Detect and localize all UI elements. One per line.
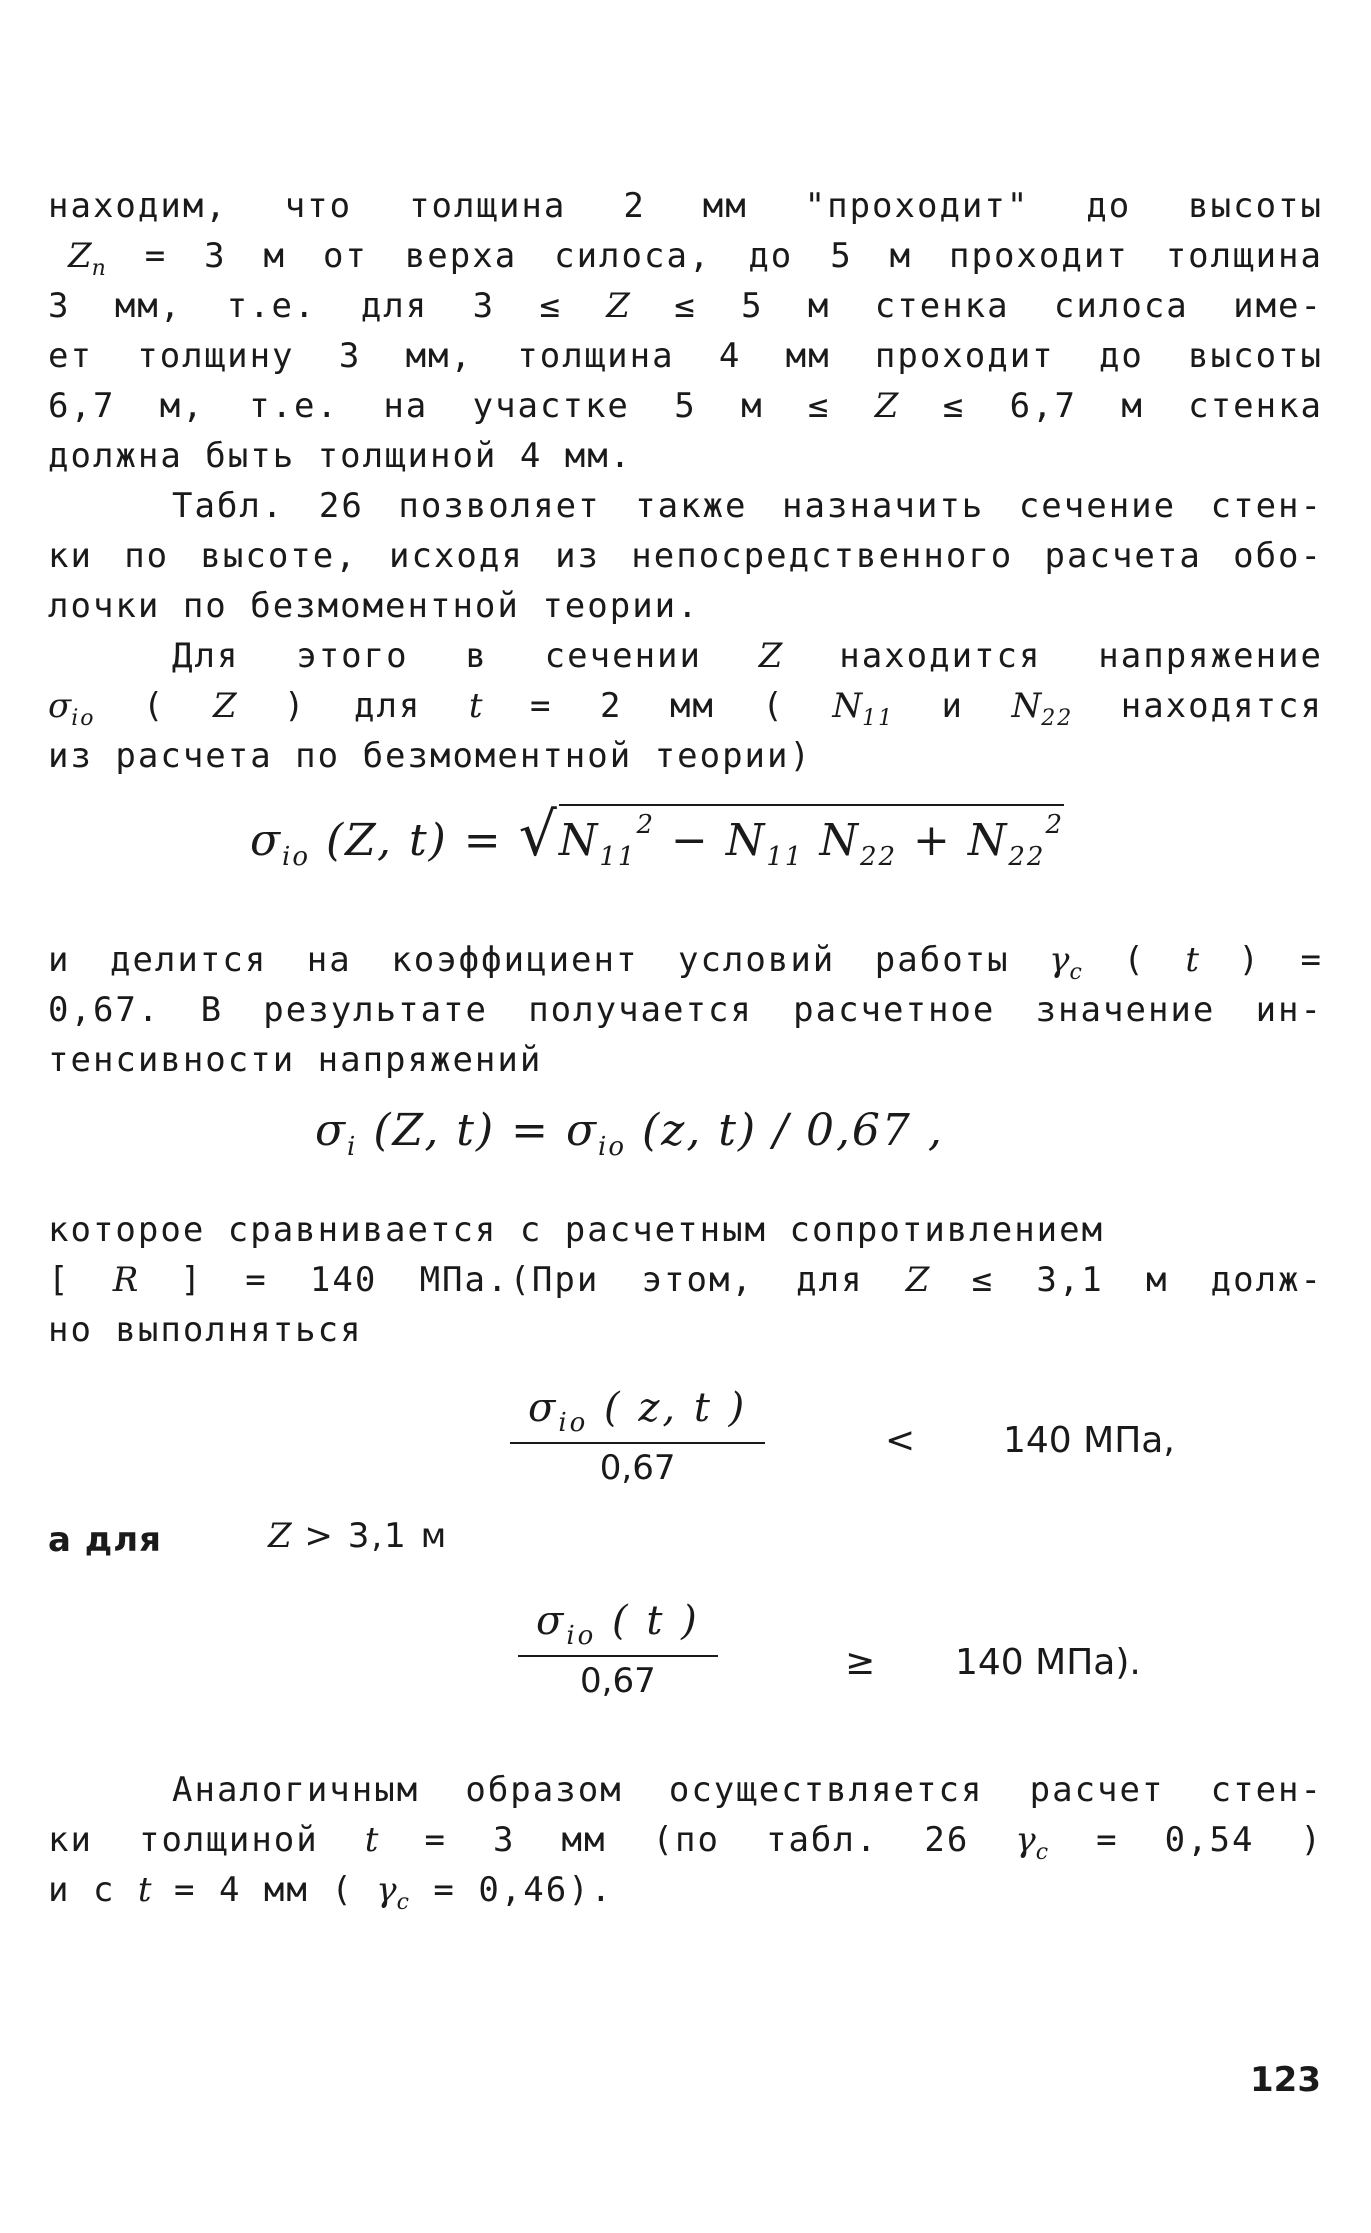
var-z: Z: [905, 1260, 930, 1300]
paragraph-1-line-1: [48, 186, 1323, 226]
text: и делится на коэффициент условий работы: [48, 940, 1050, 980]
text: ≤ 6,7 м стенка: [898, 386, 1324, 426]
inequality-2-rhs: 140 МПа).: [955, 1642, 1141, 1683]
paragraph-2-line-3: [48, 586, 1323, 626]
term: N: [803, 815, 860, 866]
subscript: 11: [599, 842, 637, 872]
args: ( t ): [596, 1598, 700, 1644]
text: = 0,54 ): [1050, 1820, 1323, 1860]
formula-part: (Z, t) = σ: [357, 1105, 599, 1156]
text: ки толщиной: [48, 1820, 365, 1860]
text: > 3,1 м: [291, 1516, 449, 1556]
text: лочки по безмоментной теории.: [48, 586, 700, 626]
denominator: 0,67: [580, 1661, 656, 1701]
superscript: 2: [636, 810, 656, 840]
term: + N: [897, 815, 1009, 866]
subscript: 22: [1008, 842, 1046, 872]
subscript: n: [91, 256, 108, 281]
text: ≤ 3,1 м долж-: [929, 1260, 1323, 1300]
subscript: io: [282, 842, 311, 872]
gamma-symbol: γ: [1015, 1820, 1036, 1860]
var-z: Z: [268, 1516, 292, 1556]
text: и: [894, 686, 1012, 726]
text: = 2 мм (: [482, 686, 833, 726]
var-z: Z: [212, 686, 237, 726]
text: находится напряжение: [782, 636, 1323, 676]
text: тенсивности напряжений: [48, 1040, 543, 1080]
paragraph-5-line-1: [48, 1210, 1323, 1250]
var-r: R: [112, 1260, 139, 1300]
condition-expression: [268, 1516, 448, 1556]
text: и с: [48, 1870, 138, 1910]
subscript: c: [396, 1890, 411, 1915]
term: N: [558, 815, 600, 866]
text: = 3 мм (по табл. 26: [378, 1820, 1016, 1860]
numerator: [518, 1598, 718, 1657]
less-than-sign: <: [885, 1420, 916, 1461]
var-z: Z: [758, 636, 783, 676]
text: должна быть толщиной 4 мм.: [48, 436, 633, 476]
text: = 3 м от верха силоса, до 5 м проходит толщина: [107, 236, 1323, 276]
sigma-symbol: σ: [528, 1385, 559, 1431]
paragraph-1-line-6: [48, 436, 1323, 476]
text: [: [48, 1260, 113, 1300]
subscript: i: [347, 1132, 358, 1162]
sigma-symbol: σ: [48, 686, 72, 726]
var-z: Z: [68, 236, 92, 276]
subscript: 11: [862, 706, 895, 731]
text: Для этого в сечении: [172, 636, 759, 676]
text: (: [95, 686, 213, 726]
paragraph-2-line-1: [48, 486, 1323, 526]
subscript: 22: [1041, 706, 1074, 731]
gamma-symbol: γ: [1049, 940, 1070, 980]
square-root: [519, 800, 1064, 872]
inequality-1-rhs: 140 МПа,: [1003, 1420, 1175, 1461]
page-number: 123: [1250, 2060, 1321, 2100]
subscript: io: [598, 1132, 626, 1162]
superscript: 2: [1045, 810, 1065, 840]
paragraph-1-line-4: [48, 336, 1323, 376]
var-n: N: [1011, 686, 1042, 726]
gamma-symbol: γ: [376, 1870, 397, 1910]
numerator: [510, 1385, 765, 1444]
paragraph-5-line-2: [48, 1260, 1323, 1300]
text: находятся: [1073, 686, 1323, 726]
formula-sigma-i: [315, 1105, 944, 1162]
text: находим, что толщина 2 мм "проходит" до высоты: [48, 186, 1323, 226]
paragraph-3-line-2: [48, 686, 1323, 731]
var-z: Z: [874, 386, 899, 426]
subscript: c: [1069, 960, 1084, 985]
text: а для: [48, 1520, 162, 1560]
text: Табл. 26 позволяет также назначить сечение стен-: [172, 486, 1323, 526]
paragraph-4-line-3: [48, 1040, 1323, 1080]
formula-sigma-io: [250, 800, 1064, 872]
var-t: t: [1185, 940, 1199, 980]
inequality-2-fraction: [518, 1598, 718, 1701]
paragraph-6-line-2: [48, 1820, 1323, 1865]
subscript: io: [566, 1621, 597, 1651]
radicand: [559, 804, 1064, 872]
paragraph-4-line-2: [48, 990, 1323, 1030]
subscript: io: [558, 1408, 589, 1438]
text: Аналогичным образом осуществляется расчет стен-: [172, 1770, 1323, 1810]
text: ет толщину 3 мм, толщина 4 мм проходит до высоты: [48, 336, 1323, 376]
term: − N: [655, 815, 767, 866]
paragraph-4-line-1: [48, 940, 1323, 985]
paragraph-1-line-3: [48, 286, 1323, 326]
text: но выполняться: [48, 1310, 363, 1350]
text: ки по высоте, исходя из непосредственного расчета обо-: [48, 536, 1323, 576]
denominator: 0,67: [599, 1448, 676, 1488]
var-t: t: [137, 1870, 152, 1910]
radical-sign-icon: √: [518, 800, 559, 870]
text: ) для: [236, 686, 469, 726]
text: = 0,46).: [410, 1870, 614, 1910]
text: 6,7 м, т.е. на участке 5 м ≤: [48, 386, 875, 426]
paragraph-3-line-1: [48, 636, 1323, 676]
text: = 4 мм (: [151, 1870, 377, 1910]
text: ] = 140 МПа.(При этом, для: [138, 1260, 906, 1300]
condition-label: [48, 1520, 162, 1560]
inequality-1-fraction: [510, 1385, 765, 1488]
var-t: t: [364, 1820, 379, 1860]
text: ) =: [1199, 940, 1323, 980]
text: 0,67. В результате получается расчетное значение ин-: [48, 990, 1323, 1030]
text: (: [1083, 940, 1186, 980]
var-t: t: [468, 686, 483, 726]
greater-equal-sign: ≥: [845, 1642, 876, 1683]
paragraph-1-line-2: [48, 236, 1323, 281]
paragraph-3-line-3: [48, 736, 1323, 776]
sigma-symbol: σ: [536, 1598, 567, 1644]
paragraph-1-line-5: [48, 386, 1323, 426]
sigma-symbol: σ: [250, 815, 283, 866]
text: из расчета по безмоментной теории): [48, 736, 812, 776]
paragraph-6-line-3: [48, 1870, 1323, 1915]
var-n: N: [832, 686, 863, 726]
subscript: c: [1035, 1840, 1051, 1865]
formula-args: (Z, t) =: [310, 815, 519, 866]
sigma-symbol: σ: [315, 1105, 348, 1156]
paragraph-5-line-3: [48, 1310, 1323, 1350]
text: ≤ 5 м стенка силоса име-: [629, 286, 1323, 326]
formula-part: (z, t) / 0,67 ,: [626, 1105, 944, 1156]
paragraph-2-line-2: [48, 536, 1323, 576]
subscript: 22: [859, 842, 898, 872]
subscript: io: [71, 706, 96, 731]
text: которое сравнивается с расчетным сопротивлением: [48, 1210, 1105, 1250]
paragraph-6-line-1: [48, 1770, 1323, 1810]
text: 3 мм, т.е. для 3 ≤: [48, 286, 607, 326]
args: ( z, t ): [588, 1385, 748, 1431]
var-z: Z: [606, 286, 630, 326]
subscript: 11: [766, 842, 804, 872]
